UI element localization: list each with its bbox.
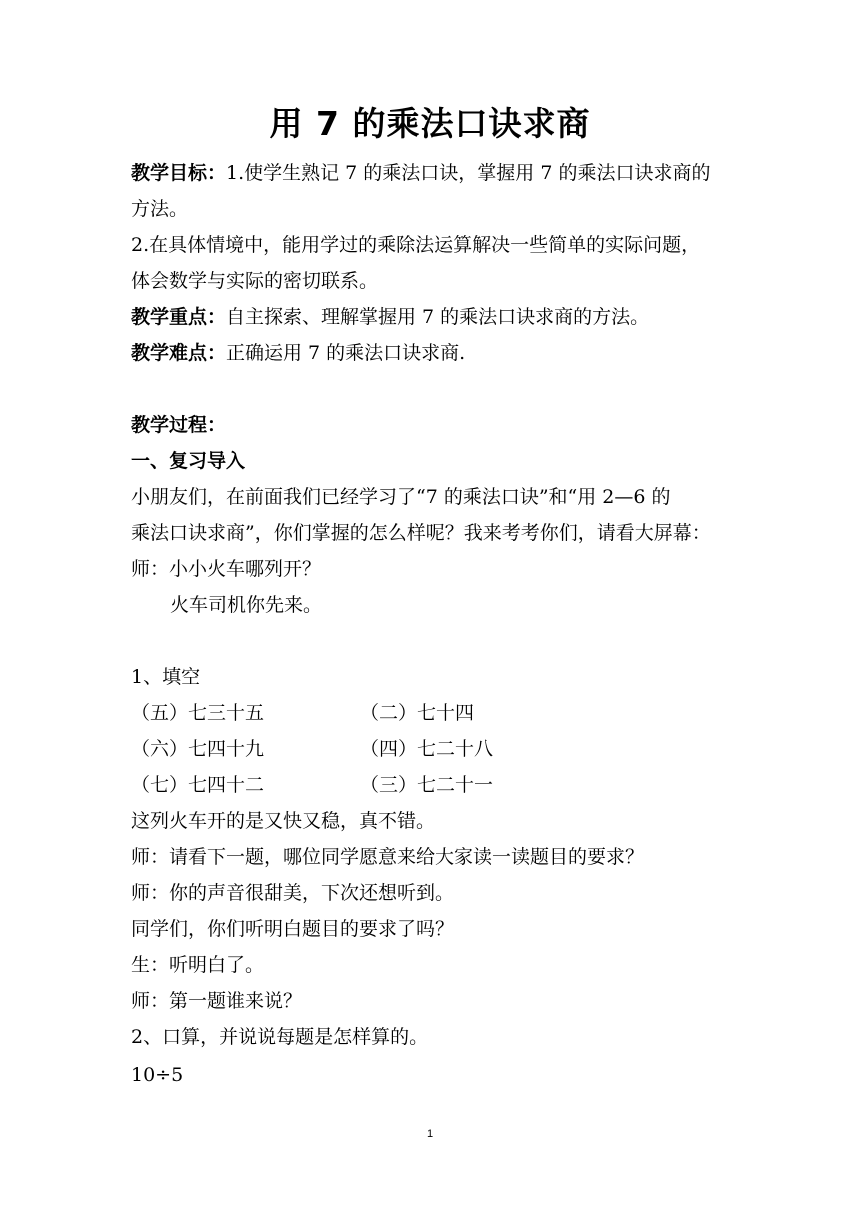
objectives-label: 教学目标：: [131, 162, 227, 184]
exercise-2-title: 2、口算，并说说每题是怎样算的。: [131, 1026, 429, 1048]
section-heading-1: 一、复习导入: [131, 450, 246, 472]
teacher-line-3: 师：请看下一题，哪位同学愿意来给大家读一读题目的要求？: [131, 846, 645, 868]
objectives-text-1: 1.使学生熟记 7 的乘法口诀，掌握用 7 的乘法口诀求商的: [226, 162, 711, 184]
page-number: 1: [426, 1128, 434, 1140]
exercise-1-cell: （六）七四十九: [131, 738, 265, 760]
teacher-line-5: 师：第一题谁来说？: [131, 990, 303, 1012]
student-line: 生：听明白了。: [131, 954, 265, 976]
key-points-label: 教学重点：: [131, 306, 227, 328]
exercise-2-item: 10÷5: [131, 1064, 184, 1086]
exercise-1-cell: （三）七二十一: [360, 774, 494, 796]
intro-line-1: 小朋友们，在前面我们已经学习了“7 的乘法口诀”和“用 2—6 的: [131, 486, 671, 508]
document-title: 用 7 的乘法口诀求商: [269, 104, 591, 143]
teacher-line-1: 师：小小火车哪列开？: [131, 558, 322, 580]
objectives-line-4: 体会数学与实际的密切联系。: [131, 270, 379, 292]
exercise-1-title: 1、填空: [131, 666, 201, 688]
objectives-line-1: [131, 155, 710, 191]
difficulties-label: 教学难点：: [131, 342, 227, 364]
exercise-1-cell: （七）七四十二: [131, 774, 265, 796]
exercise-1-cell: （二）七十四: [360, 702, 475, 724]
key-points-text: 自主探索、理解掌握用 7 的乘法口诀求商的方法。: [226, 306, 650, 328]
exercise-1-row-1: [131, 695, 631, 731]
objectives-line-3: 2.在具体情境中，能用学过的乘除法运算解决一些简单的实际问题，: [131, 234, 701, 256]
exercise-1-cell: （五）七三十五: [131, 702, 265, 724]
question-line: 同学们，你们听明白题目的要求了吗？: [131, 918, 455, 940]
intro-line-2: 乘法口诀求商”，你们掌握的怎么样呢？我来考考你们，请看大屏幕：: [131, 522, 711, 544]
comment-line: 这列火车开的是又快又稳，真不错。: [131, 810, 436, 832]
exercise-1-row-2: [131, 731, 631, 767]
key-points: [131, 299, 649, 335]
exercise-1-row-3: [131, 767, 631, 803]
objectives-line-2: 方法。: [131, 198, 189, 220]
exercise-1-cell: （四）七二十八: [360, 738, 494, 760]
process-label: 教学过程：: [131, 414, 227, 436]
difficulties: [131, 335, 465, 371]
teacher-line-4: 师：你的声音很甜美，下次还想听到。: [131, 882, 455, 904]
teacher-line-2: 火车司机你先来。: [170, 594, 323, 616]
difficulties-text: 正确运用 7 的乘法口诀求商.: [226, 342, 466, 364]
